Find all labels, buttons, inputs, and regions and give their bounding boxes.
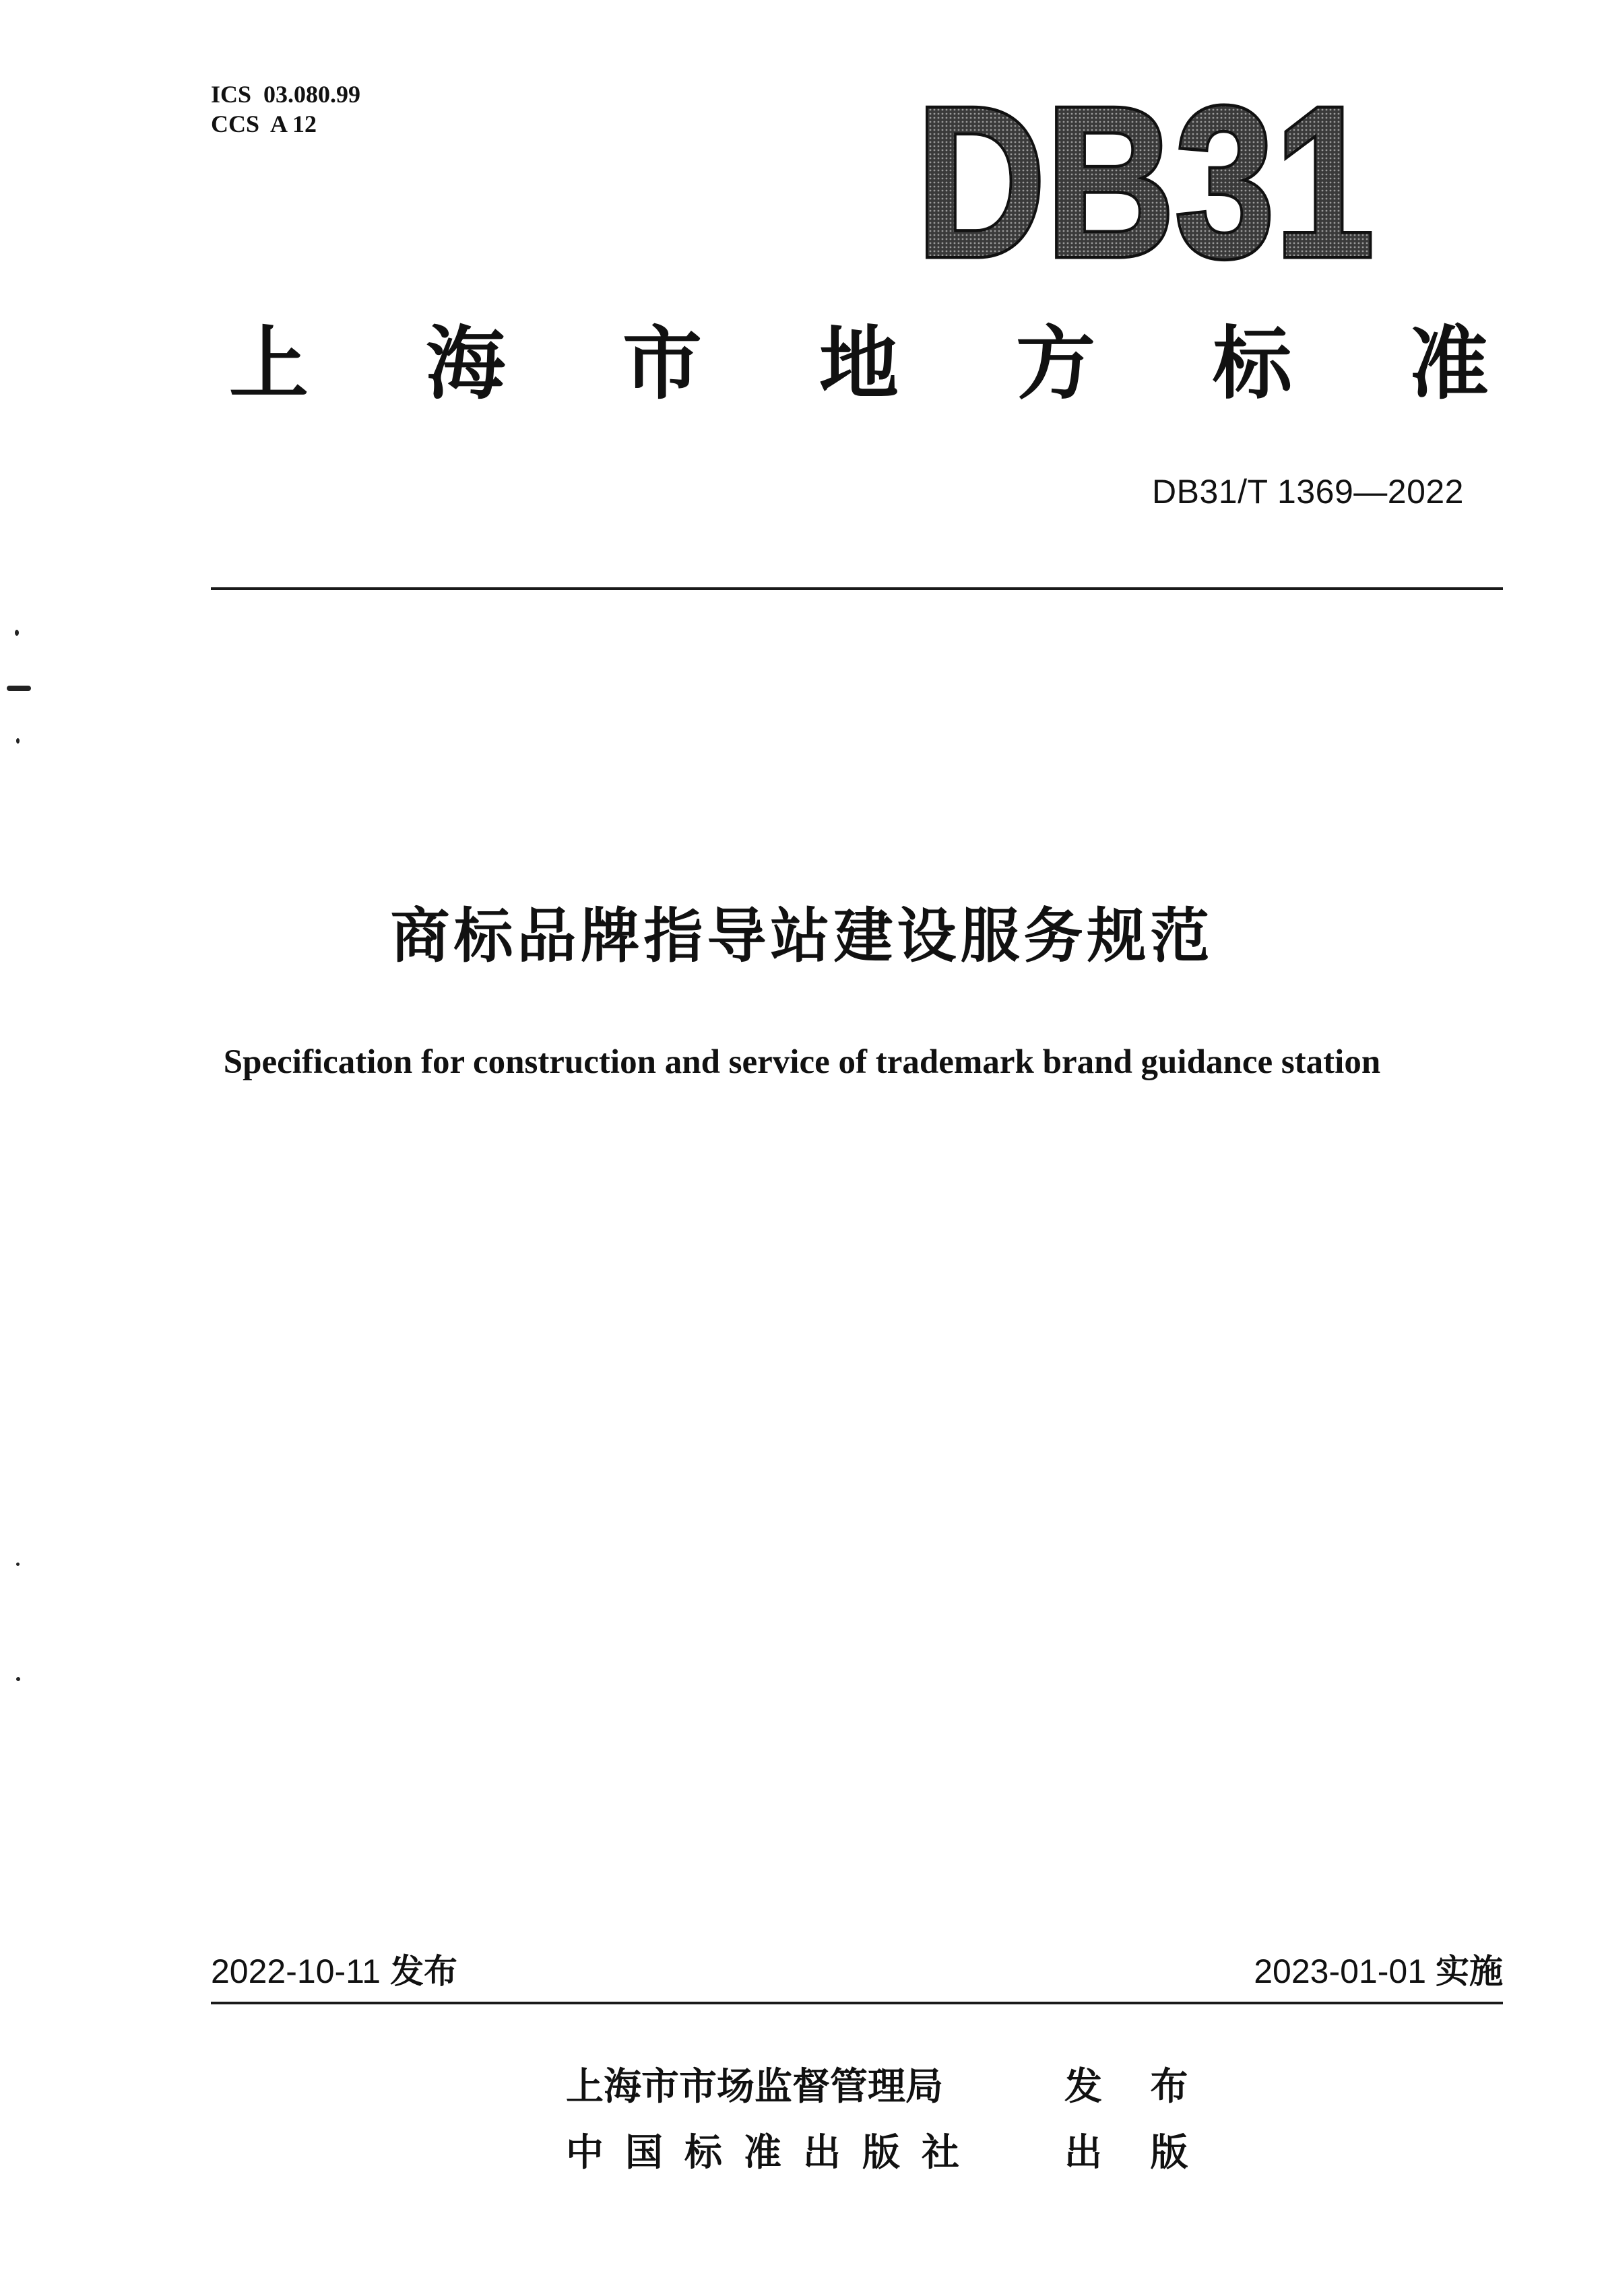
scan-speck xyxy=(15,630,19,636)
heading-char: 地 xyxy=(819,317,899,410)
issuer-row xyxy=(566,2120,1206,2186)
heading-char: 海 xyxy=(425,317,505,410)
ccs-code: CCS A 12 xyxy=(211,110,317,137)
standard-type-heading xyxy=(229,317,1489,411)
heading-char: 准 xyxy=(1409,317,1489,410)
heading-char: 上 xyxy=(229,317,309,410)
issuer-role: 出 版 xyxy=(1064,2131,1206,2175)
db31-logo-text: DB31 xyxy=(916,63,1374,302)
issuers-block xyxy=(566,2054,1206,2186)
publish-date xyxy=(211,1950,457,1993)
publish-date-value: 2022-10-11 xyxy=(211,1953,381,1990)
heading-char: 方 xyxy=(1015,317,1095,410)
ics-code: ICS 03.080.99 xyxy=(211,81,361,108)
issuer-name: 上海市市场监督管理局 xyxy=(566,2065,943,2109)
scan-speck xyxy=(7,686,31,691)
issuer-role: 发 布 xyxy=(1064,2065,1206,2109)
heading-char: 标 xyxy=(1212,317,1292,410)
db31-logo xyxy=(916,63,1374,302)
scan-speck xyxy=(16,1677,20,1681)
document-title-en: Specification for construction and service of trademark brand guidance station xyxy=(223,1043,1381,1081)
standard-number: DB31/T 1369—2022 xyxy=(1152,473,1464,511)
footer-divider xyxy=(211,2002,1503,2004)
classification-codes xyxy=(211,79,360,139)
effective-date xyxy=(1254,1950,1503,1993)
effective-label: 实施 xyxy=(1436,1952,1503,1991)
document-title-zh: 商标品牌指导站建设服务规范 xyxy=(390,901,1214,971)
scan-speck xyxy=(16,1563,20,1566)
issuer-name: 中国标准出版社 xyxy=(566,2131,981,2175)
header-divider xyxy=(211,587,1503,590)
issuer-row xyxy=(566,2054,1206,2120)
publish-label: 发布 xyxy=(390,1952,458,1991)
scan-speck xyxy=(16,738,20,744)
heading-char: 市 xyxy=(622,317,702,410)
effective-date-value: 2023-01-01 xyxy=(1254,1953,1426,1990)
